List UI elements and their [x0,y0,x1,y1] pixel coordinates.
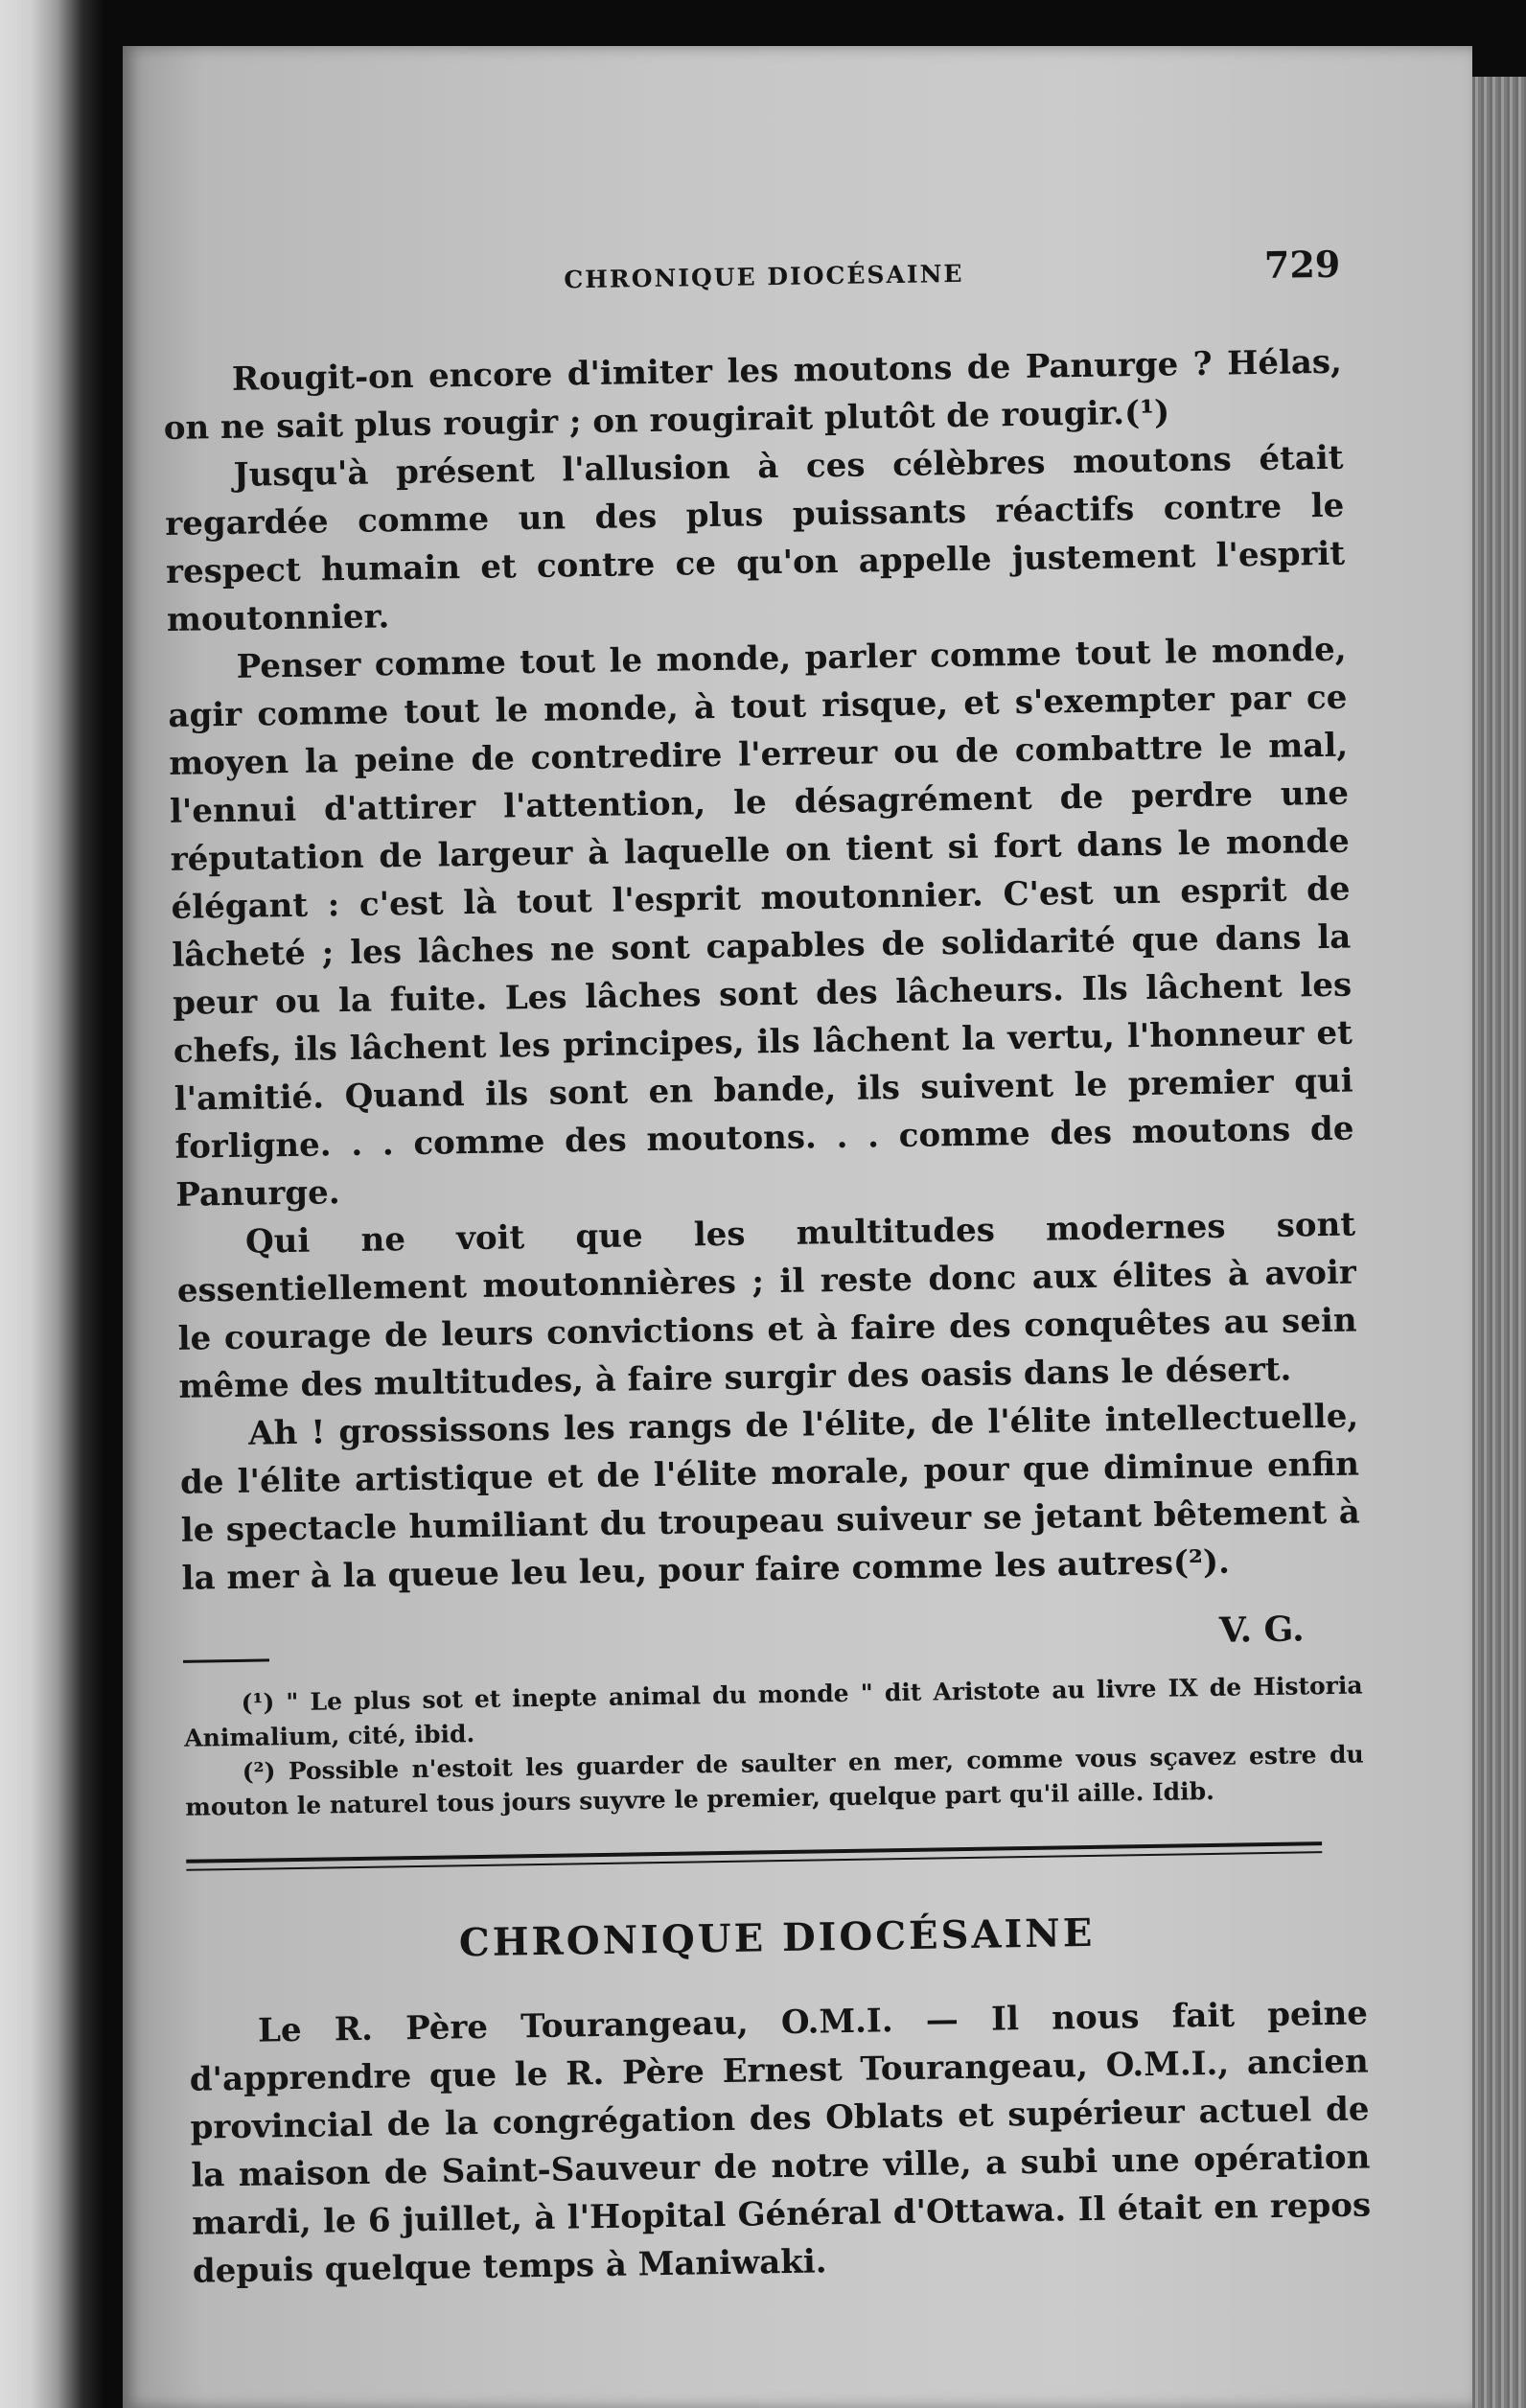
footnote: (²) Possible n'estoit les guarder de saulter en mer, comme vous sçavez estre du mouton le naturel tous jours suyvre le premier, quelque part qu'il aille. Idib. [185,1740,1364,1821]
body-paragraph: Rougit-on encore d'imiter les moutons de Panurge ? Hélas, on ne sait plus rougir ; on rougirait plutôt de rougir.(¹) [163,342,1343,448]
running-head-title: CHRONIQUE DIOCÉSAINE [564,259,964,294]
section-title: CHRONIQUE DIOCÉSAINE [458,1910,1096,1966]
page-stack-edges [1472,77,1526,2408]
footnote: (¹) " Le plus sot et inepte animal du monde " dit Aristote au livre IX de Historia Animalium, cité, ibid. [184,1671,1363,1752]
body-paragraph: Ah ! grossissons les rangs de l'élite, de l'élite intellectuelle, de l'élite artistique et de l'élite morale, pour que diminue enfin le spectacle humiliant du troupeau suiveur se jetant bêtement à la mer à la queue leu leu, pour faire comme les autres(²). [179,1397,1361,1598]
news-item [189,1989,1373,2295]
footnotes [183,1668,1364,1824]
news-item-text: — Il nous fait peine d'apprendre que le R. Père Ernest Tourangeau, O.M.I., ancien provincial de la congrégation des Oblats et supérieur actuel de la maison de Saint-Sauveur de notre ville, a subi une opération mardi, le 6 juillet, à l'Hopital Général d'Ottawa. Il était en repos depuis quelque temps à Maniwaki. [189,1994,1372,2291]
page-number: 729 [1263,242,1341,287]
facing-page-edge [0,0,104,2408]
news-item-lead: Le R. Père Tourangeau, O.M.I. [257,2002,893,2050]
body-paragraph: Penser comme tout le monde, parler comme tout le monde, agir comme tout le monde, à tout risque, et s'exempter par ce moyen la peine de contredire l'erreur ou de combattre le mal, l'ennui d'attirer l'attention, le désagrément de perdre une réputation de largeur à laquelle on tient si fort dans le monde élégant : c'est là tout l'esprit moutonnier. C'est un esprit de lâcheté ; les lâches ne sont capables de solidarité que dans la peur ou la fuite. Les lâches sont des lâcheurs. Ils lâchent les chefs, ils lâchent les principes, ils lâchent la vertu, l'honneur et l'amitié. Quand ils sont en bande, ils suivent le premier qui forligne. . . comme des moutons. . . comme des moutons de Panurge. [168,630,1354,1215]
body-paragraph: Jusqu'à présent l'allusion à ces célèbres moutons était regardée comme un des plus puissants réactifs contre le respect humain et contre ce qu'on appelle justement l'esprit moutonnier. [165,438,1346,639]
page-content [161,241,1372,2296]
author-signature: V. G. [1218,1609,1305,1651]
body-paragraph: Qui ne voit que les multitudes modernes sont essentiellement moutonnières ; il reste donc aux élites à avoir le courage de leurs convictions et à faire des conquêtes au sein même des multitudes, à faire surgir des oasis dans le désert. [176,1205,1357,1406]
section-divider [186,1841,1322,1871]
